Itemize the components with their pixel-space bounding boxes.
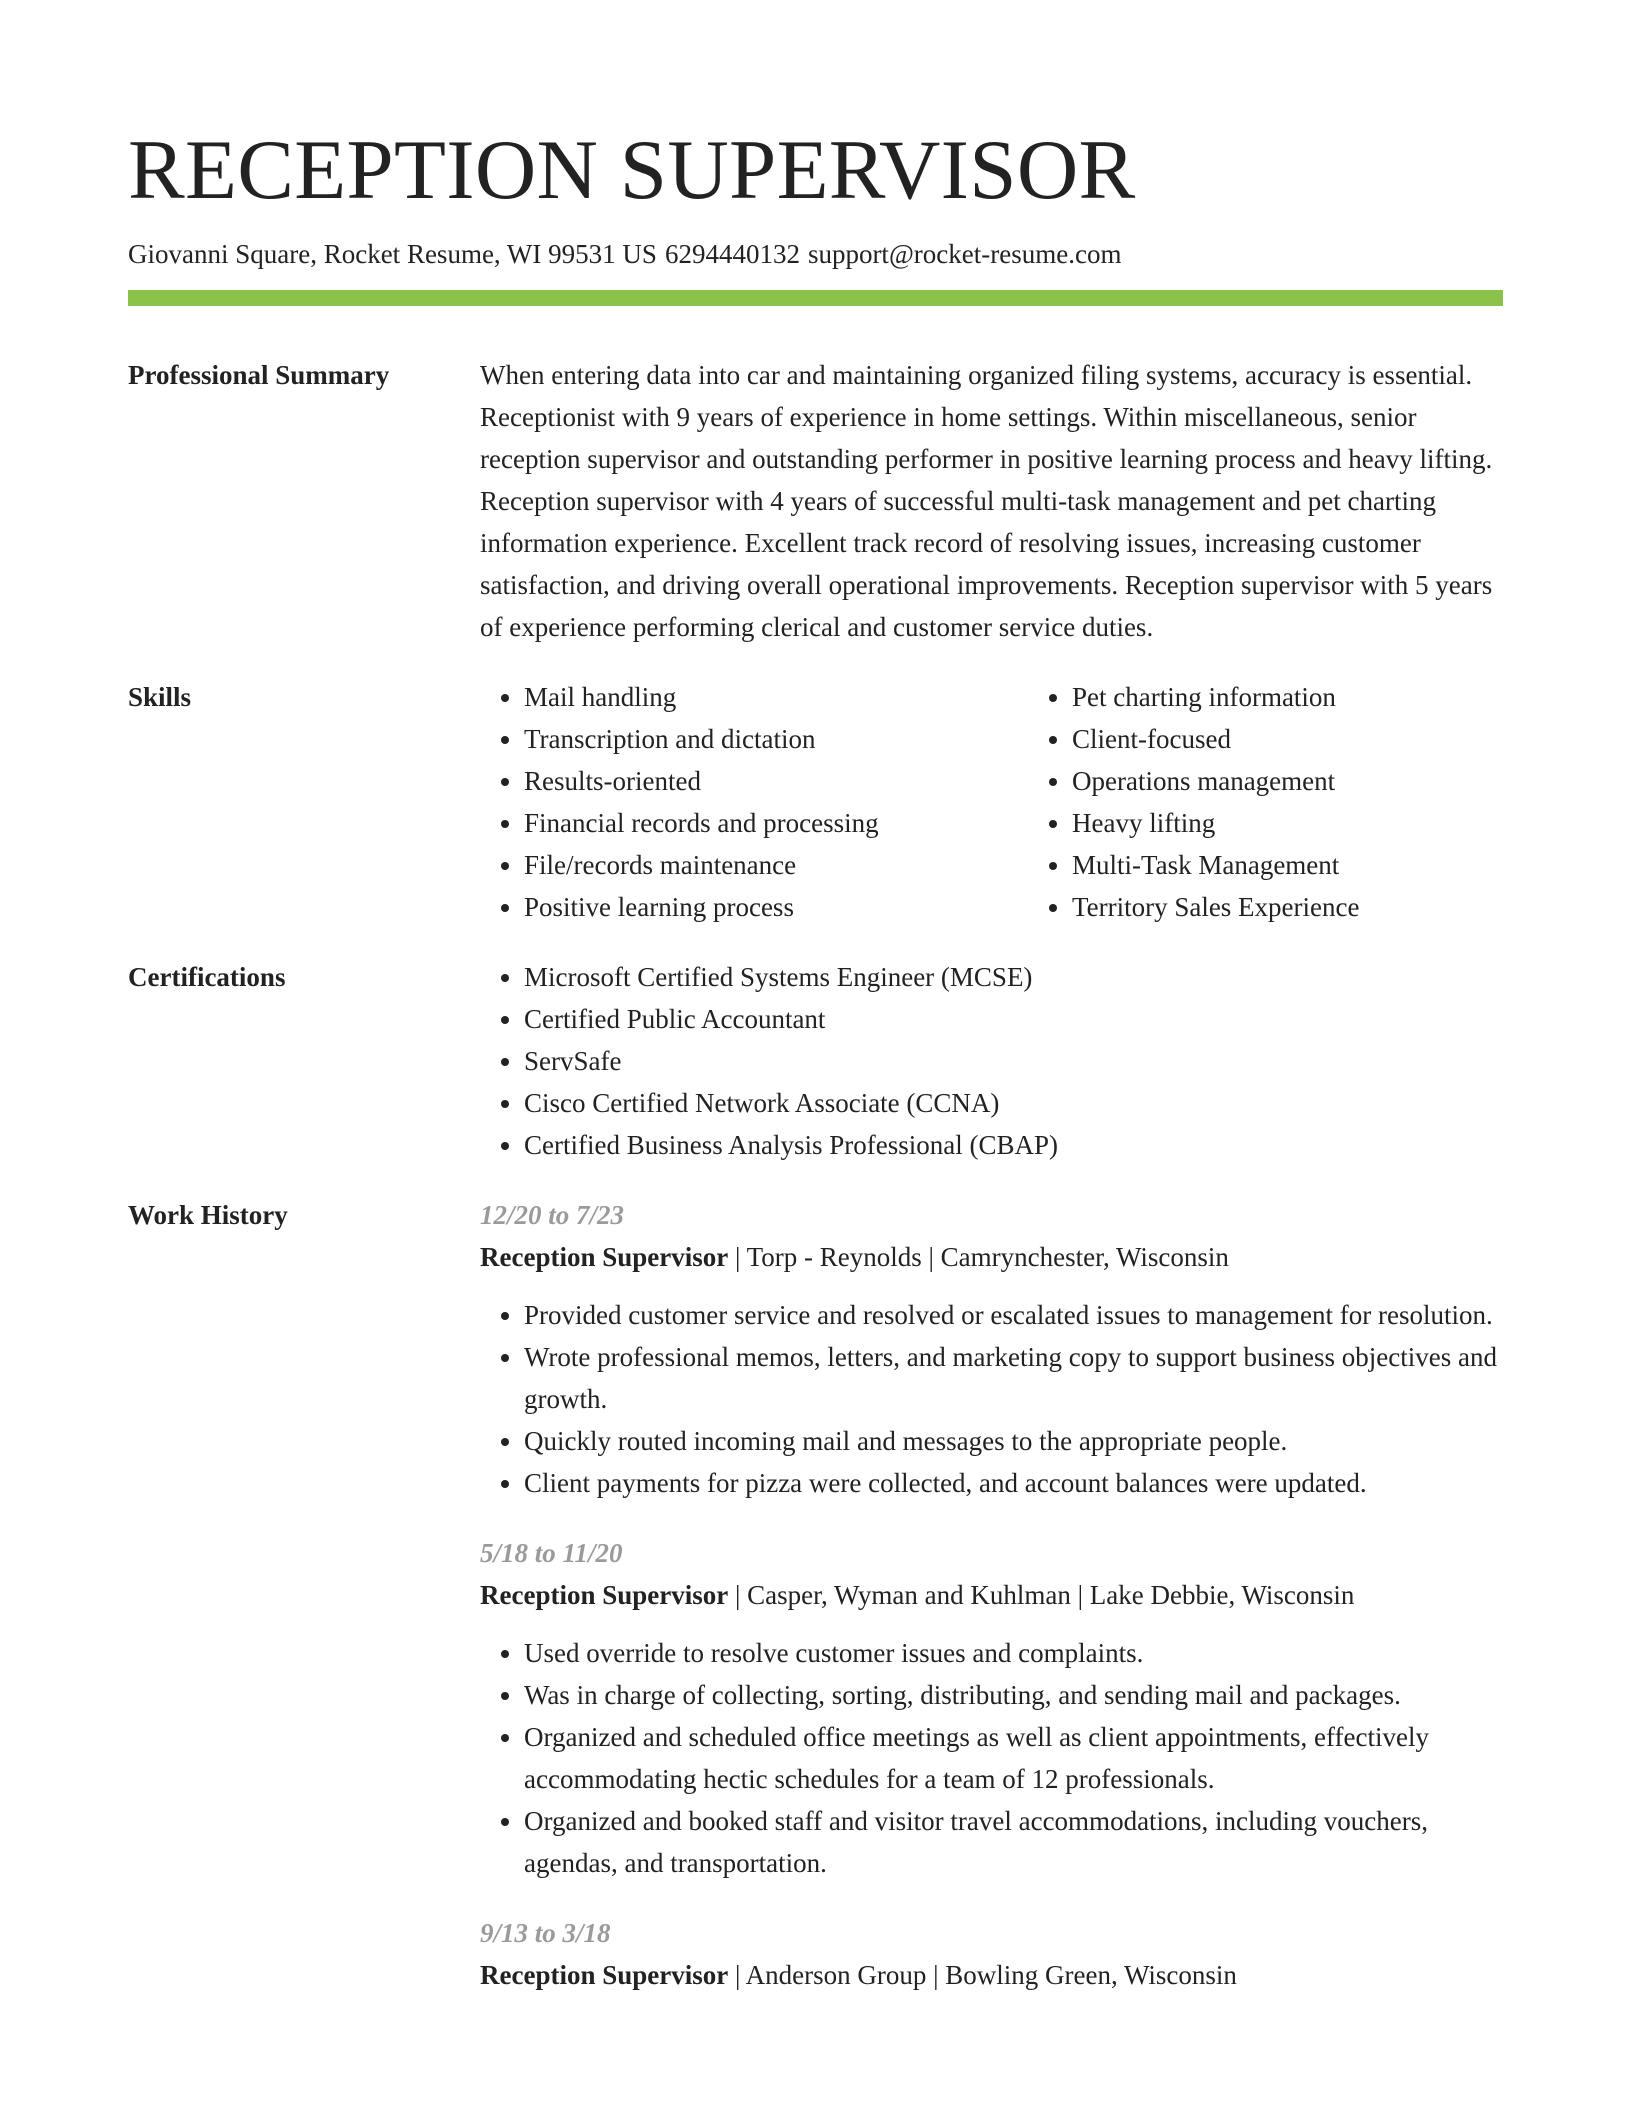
job-heading bbox=[480, 1574, 1503, 1616]
job-entry bbox=[480, 1532, 1503, 1884]
certifications-list bbox=[480, 956, 1503, 1166]
skill-item: • Heavy lifting bbox=[1072, 802, 1503, 844]
job-title: Reception Supervisor bbox=[480, 1960, 729, 1990]
contact-phone: 6294440132 bbox=[664, 239, 800, 269]
job-details: | Torp - Reynolds | Camrynchester, Wisconsin bbox=[728, 1242, 1229, 1272]
skill-item: • Transcription and dictation bbox=[524, 718, 1028, 760]
skill-item: • Financial records and processing bbox=[524, 802, 1028, 844]
certification-item: • Certified Public Accountant bbox=[524, 998, 1503, 1040]
job-bullet: • Used override to resolve customer issues and complaints. bbox=[524, 1632, 1503, 1674]
job-title: Reception Supervisor bbox=[480, 1580, 729, 1610]
job-bullet: • Client payments for pizza were collected, and account balances were updated. bbox=[524, 1462, 1503, 1504]
skill-item: • Client-focused bbox=[1072, 718, 1503, 760]
section-title-certifications: Certifications bbox=[128, 962, 286, 992]
section-title-summary: Professional Summary bbox=[128, 360, 390, 390]
section-title-work-history: Work History bbox=[128, 1200, 288, 1230]
skills-list-right bbox=[1028, 676, 1503, 928]
summary-section bbox=[128, 354, 1503, 648]
skill-item: • File/records maintenance bbox=[524, 844, 1028, 886]
skill-item: • Positive learning process bbox=[524, 886, 1028, 928]
job-heading bbox=[480, 1236, 1503, 1278]
job-bullet: • Organized and booked staff and visitor travel accommodations, including vouchers, agendas, and transportation. bbox=[524, 1800, 1503, 1884]
certification-item: • Microsoft Certified Systems Engineer (MCSE) bbox=[524, 956, 1503, 998]
skill-item: • Multi-Task Management bbox=[1072, 844, 1503, 886]
skill-item: • Mail handling bbox=[524, 676, 1028, 718]
job-dates: 12/20 to 7/23 bbox=[480, 1200, 625, 1230]
header-divider bbox=[128, 290, 1503, 306]
job-heading bbox=[480, 1954, 1503, 1996]
resume-name: RECEPTION SUPERVISOR bbox=[128, 123, 1136, 217]
summary-text: When entering data into car and maintaining organized filing systems, accuracy is essential. Receptionist with 9 years of experience in home settings. Within miscellaneous, senior reception supervisor and outstanding performer in positive learning process and heavy lifting. Reception supervisor with 4 years of successful multi-task management and pet charting information experience. Excellent track record of resolving issues, increasing customer satisfaction, and driving overall operational improvements. Reception supervisor with 5 years of experience performing clerical and customer service duties. bbox=[480, 360, 1493, 642]
skills-section bbox=[128, 676, 1503, 928]
job-bullet: • Wrote professional memos, letters, and marketing copy to support business objectives and growth. bbox=[524, 1336, 1503, 1420]
section-title-skills: Skills bbox=[128, 682, 192, 712]
certification-item: • ServSafe bbox=[524, 1040, 1503, 1082]
job-bullet: • Quickly routed incoming mail and messages to the appropriate people. bbox=[524, 1420, 1503, 1462]
job-bullets bbox=[480, 1294, 1503, 1504]
job-entry bbox=[480, 1194, 1503, 1504]
contact-email: support@rocket-resume.com bbox=[807, 239, 1122, 269]
job-title: Reception Supervisor bbox=[480, 1242, 729, 1272]
skill-item: • Results-oriented bbox=[524, 760, 1028, 802]
contact-address: Giovanni Square, Rocket Resume, WI 99531 US bbox=[128, 239, 657, 269]
job-entry bbox=[480, 1912, 1503, 1996]
job-bullet: • Was in charge of collecting, sorting, distributing, and sending mail and packages. bbox=[524, 1674, 1503, 1716]
job-details: | Anderson Group | Bowling Green, Wisconsin bbox=[728, 1960, 1237, 1990]
job-dates: 5/18 to 11/20 bbox=[480, 1538, 623, 1568]
skills-list-left bbox=[480, 676, 1028, 928]
job-details: | Casper, Wyman and Kuhlman | Lake Debbie, Wisconsin bbox=[728, 1580, 1355, 1610]
work-history-section bbox=[128, 1194, 1503, 2024]
certification-item: • Certified Business Analysis Professional (CBAP) bbox=[524, 1124, 1503, 1166]
contact-line bbox=[128, 236, 1503, 272]
job-bullet: • Organized and scheduled office meetings as well as client appointments, effectively accommodating hectic schedules for a team of 12 professionals. bbox=[524, 1716, 1503, 1800]
job-bullet: • Provided customer service and resolved or escalated issues to management for resolution. bbox=[524, 1294, 1503, 1336]
certifications-section bbox=[128, 956, 1503, 1166]
skill-item: • Operations management bbox=[1072, 760, 1503, 802]
skill-item: • Pet charting information bbox=[1072, 676, 1503, 718]
job-dates: 9/13 to 3/18 bbox=[480, 1918, 611, 1948]
job-bullets bbox=[480, 1632, 1503, 1884]
certification-item: • Cisco Certified Network Associate (CCNA) bbox=[524, 1082, 1503, 1124]
skill-item: • Territory Sales Experience bbox=[1072, 886, 1503, 928]
